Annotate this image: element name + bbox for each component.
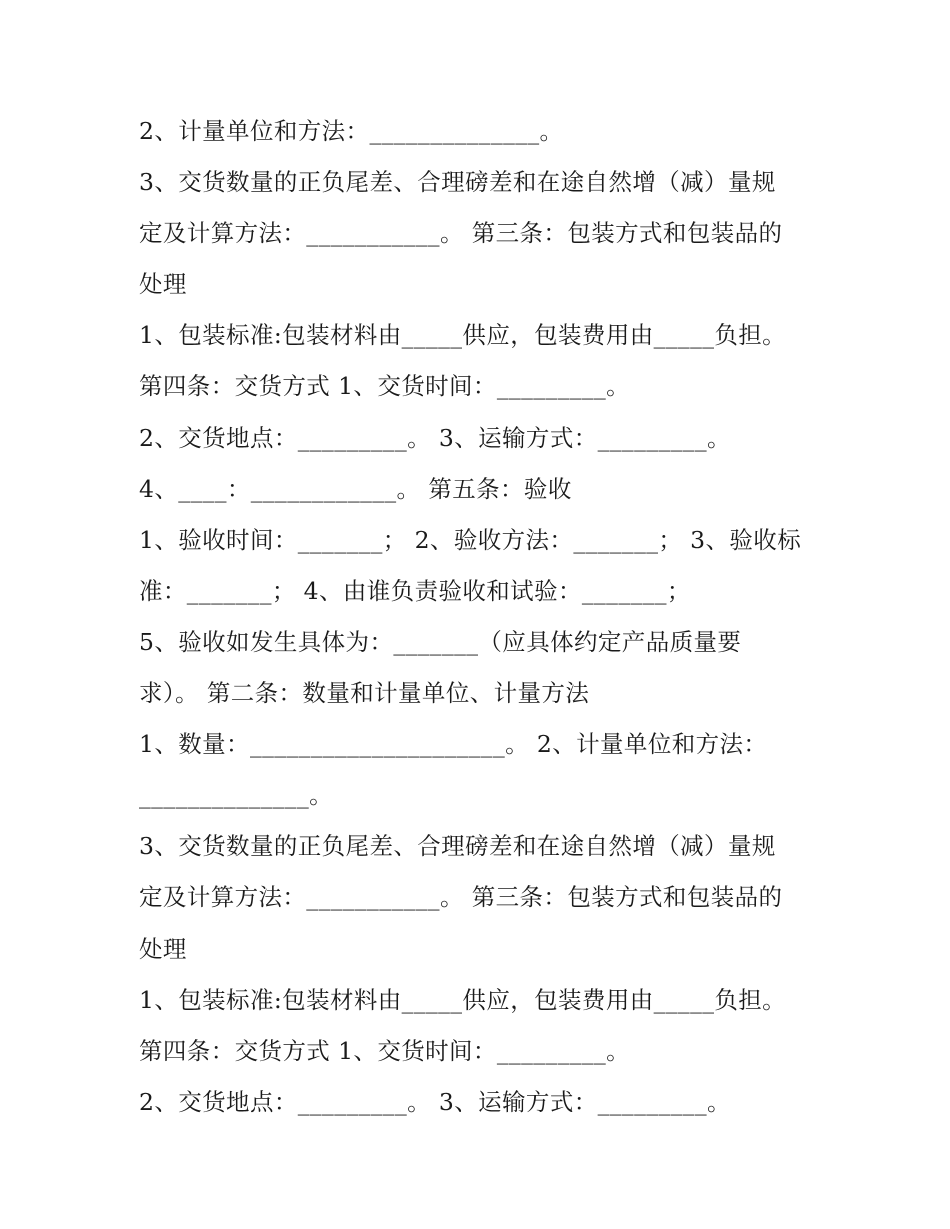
text-line: 处理	[139, 934, 187, 963]
text-line: 定及计算方法：___________。 第三条：包装方式和包装品的	[139, 883, 783, 912]
text-line: 2、计量单位和方法：______________。	[139, 117, 564, 145]
text-line: 1、验收时间：_______； 2、验收方法：_______； 3、验收标	[139, 525, 802, 554]
text-line: 2、交货地点：_________。 3、运输方式：_________。	[139, 423, 731, 452]
text-line: 准：_______； 4、由谁负责验收和试验：_______；	[139, 576, 691, 605]
text-line: 2、交货地点：_________。 3、运输方式：_________。	[139, 1087, 731, 1116]
document-body	[139, 106, 819, 1128]
text-line: 3、交货数量的正负尾差、合理磅差和在途自然增（减）量规	[139, 168, 776, 197]
text-line: ______________。	[139, 781, 333, 810]
text-line: 定及计算方法：___________。 第三条：包装方式和包装品的	[139, 219, 783, 248]
text-line: 1、包装标准:包装材料由_____供应，包装费用由_____负担。	[139, 321, 787, 350]
text-line: 5、验收如发生具体为：_______（应具体约定产品质量要	[139, 627, 742, 656]
text-line: 第四条：交货方式 1、交货时间：_________。	[139, 1036, 631, 1065]
text-line: 3、交货数量的正负尾差、合理磅差和在途自然增（减）量规	[139, 832, 776, 861]
text-line: 求）。 第二条：数量和计量单位、计量方法	[139, 679, 590, 708]
text-line: 1、数量：_____________________。 2、计量单位和方法：	[139, 730, 768, 759]
text-line: 1、包装标准:包装材料由_____供应，包装费用由_____负担。	[139, 985, 787, 1014]
text-line: 处理	[139, 270, 187, 299]
text-line: 第四条：交货方式 1、交货时间：_________。	[139, 372, 631, 401]
text-line: 4、____：____________。 第五条：验收	[139, 474, 572, 503]
